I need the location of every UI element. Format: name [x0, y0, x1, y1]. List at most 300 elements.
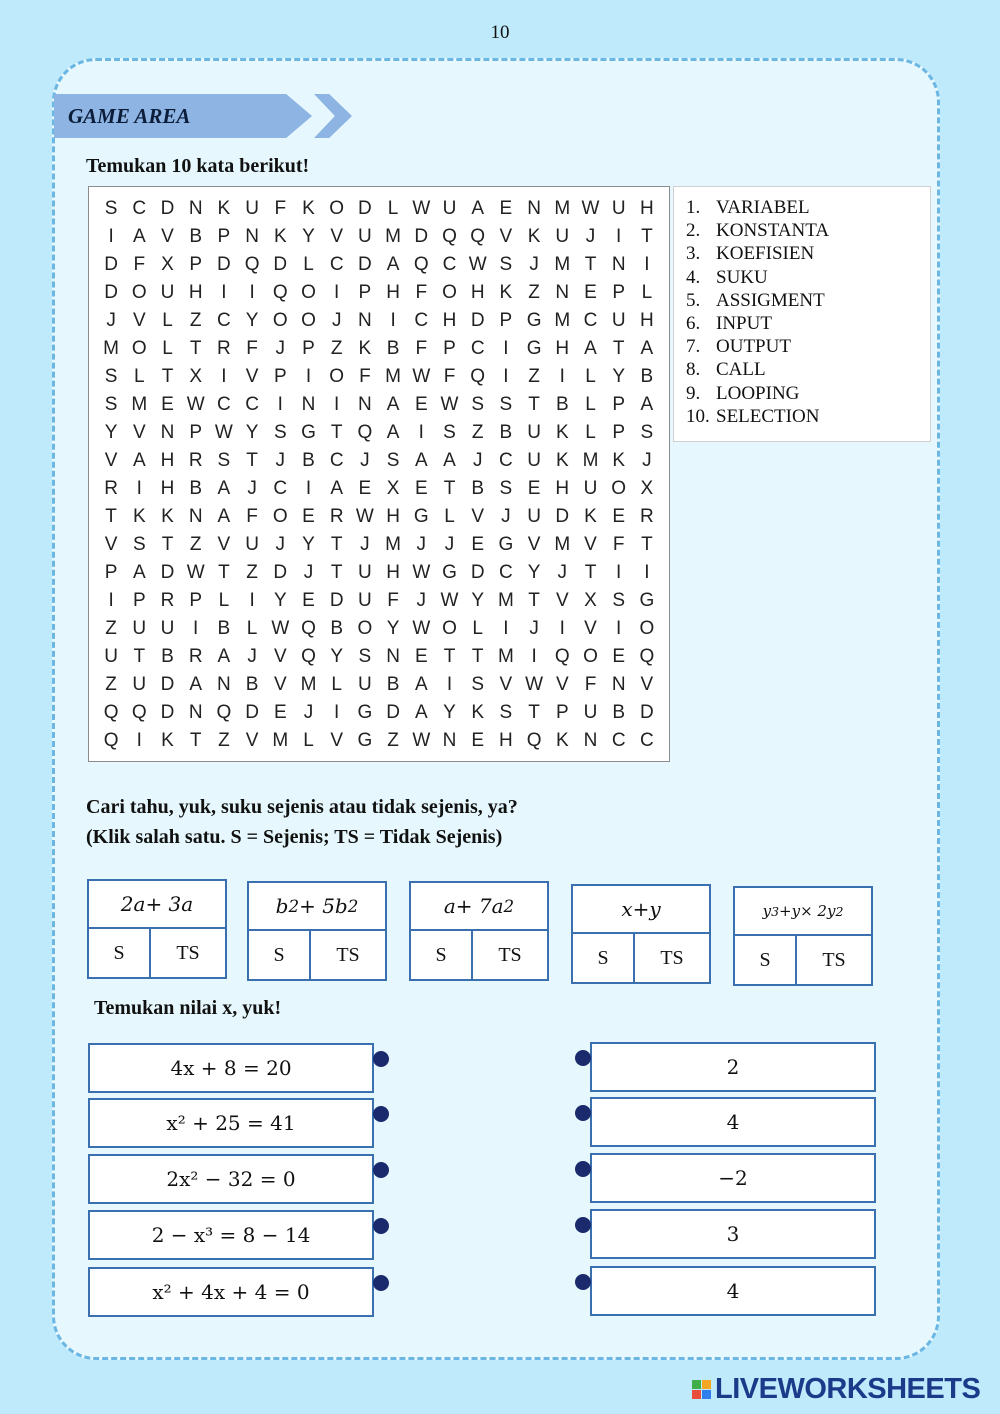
grid-letter[interactable]: X — [161, 254, 174, 275]
grid-letter[interactable]: V — [161, 226, 174, 247]
grid-letter[interactable]: Y — [443, 702, 456, 723]
grid-letter[interactable]: W — [525, 674, 544, 695]
grid-letter[interactable]: U — [358, 590, 372, 611]
grid-letter[interactable]: V — [217, 534, 231, 555]
grid-letter[interactable]: U — [160, 618, 175, 639]
grid-letter[interactable]: K — [217, 198, 231, 219]
tidak-sejenis-button[interactable]: TS — [822, 948, 846, 971]
grid-letter[interactable]: Q — [216, 702, 232, 723]
grid-letter[interactable]: C — [640, 730, 654, 751]
equation-box[interactable]: 4x + 8 = 20 — [88, 1043, 374, 1093]
tidak-sejenis-button[interactable]: TS — [498, 943, 522, 966]
grid-letter[interactable]: H — [160, 478, 175, 499]
grid-letter[interactable]: L — [134, 366, 145, 387]
equation-connector-dot[interactable] — [373, 1162, 389, 1178]
grid-letter[interactable]: W — [355, 506, 374, 527]
grid-letter[interactable]: L — [641, 282, 653, 303]
grid-letter[interactable]: W — [214, 422, 233, 443]
grid-letter[interactable]: Z — [528, 366, 540, 387]
grid-letter[interactable]: C — [499, 562, 513, 583]
grid-letter[interactable]: J — [444, 534, 455, 555]
grid-letter[interactable]: B — [555, 394, 569, 415]
grid-letter[interactable]: M — [554, 254, 571, 275]
grid-letter[interactable]: L — [387, 198, 399, 219]
grid-letter[interactable]: Y — [330, 646, 344, 667]
answer-box[interactable]: 4 — [590, 1097, 876, 1147]
grid-letter[interactable]: K — [358, 338, 372, 359]
wordsearch-grid[interactable] — [88, 186, 670, 762]
grid-letter[interactable]: N — [386, 646, 400, 667]
grid-letter[interactable]: J — [303, 562, 314, 583]
grid-letter[interactable]: J — [557, 562, 568, 583]
grid-letter[interactable]: T — [443, 646, 456, 667]
grid-letter[interactable]: J — [247, 478, 257, 499]
grid-letter[interactable]: Q — [470, 226, 486, 247]
grid-letter[interactable]: V — [499, 226, 513, 247]
grid-letter[interactable]: E — [471, 730, 485, 751]
grid-letter[interactable]: I — [644, 254, 650, 275]
grid-letter[interactable]: X — [189, 366, 203, 387]
grid-letter[interactable]: F — [246, 338, 258, 359]
grid-letter[interactable]: C — [470, 338, 485, 359]
grid-letter[interactable]: I — [334, 394, 340, 415]
grid-letter[interactable]: T — [528, 394, 540, 415]
grid-letter[interactable]: E — [471, 534, 485, 555]
grid-letter[interactable]: Q — [470, 366, 486, 387]
grid-letter[interactable]: I — [616, 226, 622, 247]
grid-letter[interactable]: J — [331, 310, 342, 331]
grid-letter[interactable]: Q — [301, 618, 316, 639]
grid-letter[interactable]: Z — [189, 310, 202, 331]
grid-letter[interactable]: Z — [471, 422, 484, 443]
grid-letter[interactable]: V — [499, 674, 513, 695]
grid-letter[interactable]: D — [358, 254, 372, 275]
grid-letter[interactable]: D — [470, 562, 485, 583]
grid-letter[interactable]: Z — [189, 534, 202, 555]
grid-letter[interactable]: V — [555, 590, 569, 611]
grid-letter[interactable]: V — [584, 618, 597, 639]
grid-letter[interactable]: I — [221, 282, 227, 303]
grid-letter[interactable]: P — [555, 702, 569, 723]
grid-letter[interactable]: C — [329, 254, 344, 275]
grid-letter[interactable]: D — [245, 702, 259, 723]
grid-letter[interactable]: L — [444, 506, 455, 527]
grid-letter[interactable]: S — [104, 394, 118, 415]
grid-letter[interactable]: E — [161, 394, 174, 415]
grid-letter[interactable]: N — [188, 702, 203, 723]
grid-letter[interactable]: R — [104, 478, 118, 499]
equation-box[interactable]: x² + 25 = 41 — [88, 1098, 374, 1148]
grid-letter[interactable]: M — [103, 338, 119, 359]
grid-letter[interactable]: M — [582, 450, 599, 471]
grid-letter[interactable]: I — [334, 702, 340, 723]
equation-connector-dot[interactable] — [373, 1106, 389, 1122]
grid-letter[interactable]: A — [217, 506, 231, 527]
grid-letter[interactable]: N — [188, 506, 203, 527]
grid-letter[interactable]: A — [386, 254, 400, 275]
grid-letter[interactable]: A — [414, 450, 428, 471]
sejenis-button[interactable]: S — [89, 929, 151, 977]
grid-letter[interactable]: L — [162, 310, 173, 331]
tidak-sejenis-button[interactable]: TS — [336, 943, 360, 966]
grid-letter[interactable]: W — [412, 618, 431, 639]
grid-letter[interactable]: U — [132, 618, 147, 639]
grid-letter[interactable]: C — [442, 254, 457, 275]
grid-letter[interactable]: T — [612, 338, 625, 359]
grid-letter[interactable]: F — [612, 534, 625, 555]
grid-letter[interactable]: A — [640, 338, 654, 359]
grid-letter[interactable]: A — [217, 646, 231, 667]
grid-letter[interactable]: K — [527, 226, 541, 247]
grid-letter[interactable]: E — [358, 478, 372, 499]
grid-letter[interactable]: O — [583, 646, 598, 667]
grid-letter[interactable]: Y — [273, 590, 287, 611]
equation-connector-dot[interactable] — [373, 1218, 389, 1234]
grid-letter[interactable]: E — [414, 478, 428, 499]
grid-letter[interactable]: A — [132, 226, 146, 247]
grid-letter[interactable]: E — [273, 702, 287, 723]
grid-letter[interactable]: D — [160, 198, 175, 219]
grid-letter[interactable]: I — [108, 226, 114, 247]
grid-letter[interactable]: N — [188, 198, 203, 219]
grid-letter[interactable]: Q — [357, 422, 373, 443]
grid-letter[interactable]: K — [555, 730, 569, 751]
grid-letter[interactable]: G — [526, 310, 542, 331]
grid-letter[interactable]: D — [160, 674, 175, 695]
grid-letter[interactable]: M — [554, 534, 571, 555]
grid-letter[interactable]: E — [527, 478, 541, 499]
grid-letter[interactable]: U — [245, 198, 259, 219]
grid-letter[interactable]: T — [528, 590, 540, 611]
grid-letter[interactable]: M — [497, 646, 514, 667]
grid-letter[interactable]: B — [161, 646, 174, 667]
grid-letter[interactable]: Y — [302, 226, 315, 247]
grid-letter[interactable]: U — [132, 674, 147, 695]
grid-letter[interactable]: Q — [639, 646, 655, 667]
sejenis-button[interactable]: S — [735, 936, 797, 984]
grid-letter[interactable]: W — [440, 394, 459, 415]
grid-letter[interactable]: I — [616, 618, 622, 639]
grid-letter[interactable]: T — [471, 646, 484, 667]
grid-letter[interactable]: T — [330, 534, 343, 555]
grid-letter[interactable]: P — [189, 422, 203, 443]
grid-letter[interactable]: W — [412, 562, 431, 583]
grid-letter[interactable]: P — [612, 282, 626, 303]
grid-letter[interactable]: N — [527, 198, 541, 219]
grid-letter[interactable]: F — [415, 282, 428, 303]
grid-letter[interactable]: T — [161, 366, 174, 387]
grid-letter[interactable]: D — [160, 562, 175, 583]
grid-letter[interactable]: J — [275, 338, 286, 359]
grid-letter[interactable]: L — [246, 618, 258, 639]
grid-letter[interactable]: D — [470, 310, 485, 331]
grid-letter[interactable]: I — [503, 366, 509, 387]
grid-letter[interactable]: M — [272, 730, 289, 751]
grid-letter[interactable]: O — [442, 282, 457, 303]
grid-letter[interactable]: Y — [302, 534, 315, 555]
grid-letter[interactable]: V — [527, 534, 541, 555]
grid-letter[interactable]: B — [386, 674, 400, 695]
tidak-sejenis-button[interactable]: TS — [176, 941, 200, 964]
grid-letter[interactable]: G — [442, 562, 457, 583]
grid-letter[interactable]: I — [446, 674, 453, 695]
grid-letter[interactable]: Q — [301, 646, 316, 667]
grid-letter[interactable]: W — [581, 198, 600, 219]
grid-letter[interactable]: B — [189, 478, 203, 499]
grid-letter[interactable]: V — [132, 422, 146, 443]
answer-box[interactable]: 4 — [590, 1266, 876, 1316]
grid-letter[interactable]: P — [302, 338, 315, 359]
grid-letter[interactable]: N — [160, 422, 175, 443]
grid-letter[interactable]: Y — [612, 366, 626, 387]
grid-letter[interactable]: D — [414, 226, 429, 247]
grid-letter[interactable]: S — [499, 254, 513, 275]
grid-letter[interactable]: I — [193, 618, 199, 639]
grid-letter[interactable]: I — [503, 618, 509, 639]
grid-letter[interactable]: K — [161, 506, 174, 527]
grid-letter[interactable]: I — [531, 646, 537, 667]
grid-letter[interactable]: I — [503, 338, 509, 359]
grid-letter[interactable]: V — [104, 534, 118, 555]
grid-letter[interactable]: J — [360, 450, 370, 471]
answer-box[interactable]: 2 — [590, 1042, 876, 1092]
grid-letter[interactable]: L — [585, 422, 596, 443]
grid-letter[interactable]: B — [189, 226, 203, 247]
grid-letter[interactable]: S — [443, 422, 456, 443]
grid-letter[interactable]: S — [104, 198, 118, 219]
grid-letter[interactable]: I — [305, 366, 312, 387]
grid-letter[interactable]: G — [498, 534, 514, 555]
grid-letter[interactable]: B — [471, 478, 485, 499]
grid-letter[interactable]: S — [471, 674, 485, 695]
grid-letter[interactable]: V — [104, 450, 118, 471]
grid-letter[interactable]: G — [357, 702, 373, 723]
grid-letter[interactable]: K — [499, 282, 513, 303]
grid-letter[interactable]: L — [218, 590, 230, 611]
grid-letter[interactable]: U — [245, 534, 259, 555]
grid-letter[interactable]: O — [357, 618, 373, 639]
grid-letter[interactable]: T — [641, 226, 653, 247]
grid-letter[interactable]: M — [385, 366, 401, 387]
grid-letter[interactable]: O — [329, 366, 345, 387]
grid-letter[interactable]: J — [360, 534, 370, 555]
grid-letter[interactable]: R — [188, 450, 203, 471]
grid-letter[interactable]: U — [358, 562, 372, 583]
grid-letter[interactable]: Q — [244, 254, 260, 275]
grid-letter[interactable]: E — [302, 590, 315, 611]
grid-letter[interactable]: T — [218, 562, 230, 583]
grid-letter[interactable]: O — [131, 338, 147, 359]
answer-connector-dot[interactable] — [575, 1217, 591, 1233]
grid-letter[interactable]: V — [245, 730, 259, 751]
grid-letter[interactable]: C — [414, 310, 429, 331]
grid-letter[interactable]: P — [132, 590, 146, 611]
grid-letter[interactable]: M — [554, 310, 571, 331]
grid-letter[interactable]: G — [639, 590, 655, 611]
grid-letter[interactable]: Y — [245, 310, 259, 331]
grid-letter[interactable]: D — [555, 506, 570, 527]
grid-letter[interactable]: Q — [554, 646, 570, 667]
grid-letter[interactable]: E — [414, 394, 428, 415]
equation-box[interactable]: 2 − x³ = 8 − 14 — [88, 1210, 374, 1260]
grid-letter[interactable]: F — [274, 198, 287, 219]
grid-letter[interactable]: G — [413, 506, 429, 527]
grid-letter[interactable]: N — [555, 282, 570, 303]
grid-letter[interactable]: R — [640, 506, 654, 527]
grid-letter[interactable]: C — [329, 450, 344, 471]
grid-letter[interactable]: P — [612, 422, 626, 443]
grid-letter[interactable]: C — [273, 478, 288, 499]
grid-letter[interactable]: B — [499, 422, 513, 443]
equation-box[interactable]: x² + 4x + 4 = 0 — [88, 1267, 374, 1317]
grid-letter[interactable]: U — [442, 198, 457, 219]
grid-letter[interactable]: C — [499, 450, 513, 471]
grid-letter[interactable]: H — [499, 730, 513, 751]
grid-letter[interactable]: U — [527, 506, 541, 527]
grid-letter[interactable]: O — [329, 198, 345, 219]
grid-letter[interactable]: V — [273, 674, 287, 695]
grid-letter[interactable]: S — [640, 422, 654, 443]
grid-letter[interactable]: F — [415, 338, 428, 359]
grid-letter[interactable]: H — [386, 562, 400, 583]
grid-letter[interactable]: T — [584, 254, 597, 275]
grid-letter[interactable]: Q — [131, 702, 147, 723]
grid-letter[interactable]: H — [442, 310, 457, 331]
grid-letter[interactable]: I — [249, 282, 255, 303]
grid-letter[interactable]: W — [440, 590, 459, 611]
grid-letter[interactable]: J — [416, 534, 427, 555]
grid-letter[interactable]: L — [162, 338, 173, 359]
grid-letter[interactable]: V — [471, 506, 485, 527]
grid-letter[interactable]: C — [217, 394, 231, 415]
grid-letter[interactable]: R — [188, 646, 203, 667]
grid-letter[interactable]: S — [612, 590, 626, 611]
grid-letter[interactable]: J — [472, 450, 483, 471]
grid-letter[interactable]: P — [189, 590, 203, 611]
sejenis-button[interactable]: S — [411, 931, 473, 979]
grid-letter[interactable]: B — [217, 618, 231, 639]
grid-letter[interactable]: P — [273, 366, 287, 387]
grid-letter[interactable]: C — [611, 730, 626, 751]
grid-letter[interactable]: M — [554, 198, 571, 219]
grid-letter[interactable]: H — [555, 338, 570, 359]
grid-letter[interactable]: O — [131, 282, 147, 303]
grid-letter[interactable]: J — [585, 226, 596, 247]
grid-letter[interactable]: I — [136, 478, 142, 499]
grid-letter[interactable]: O — [272, 506, 288, 527]
grid-letter[interactable]: F — [443, 366, 456, 387]
grid-letter[interactable]: C — [245, 394, 259, 415]
grid-letter[interactable]: Z — [105, 618, 117, 639]
grid-letter[interactable]: O — [442, 618, 457, 639]
grid-letter[interactable]: E — [612, 646, 626, 667]
grid-letter[interactable]: M — [385, 226, 401, 247]
grid-letter[interactable]: L — [585, 394, 596, 415]
grid-letter[interactable]: K — [584, 506, 597, 527]
grid-letter[interactable]: A — [189, 674, 203, 695]
grid-letter[interactable]: N — [611, 254, 626, 275]
grid-letter[interactable]: F — [133, 254, 146, 275]
grid-letter[interactable]: S — [499, 394, 513, 415]
grid-letter[interactable]: W — [412, 198, 431, 219]
grid-letter[interactable]: W — [186, 394, 205, 415]
equation-connector-dot[interactable] — [373, 1275, 389, 1291]
grid-letter[interactable]: K — [612, 450, 626, 471]
grid-letter[interactable]: D — [386, 702, 400, 723]
grid-letter[interactable]: I — [221, 366, 227, 387]
grid-letter[interactable]: M — [131, 394, 148, 415]
grid-letter[interactable]: O — [301, 310, 316, 331]
grid-letter[interactable]: I — [559, 618, 565, 639]
grid-letter[interactable]: Z — [246, 562, 258, 583]
grid-letter[interactable]: I — [390, 310, 396, 331]
grid-letter[interactable]: M — [385, 534, 401, 555]
grid-letter[interactable]: G — [301, 422, 316, 443]
grid-letter[interactable]: L — [472, 618, 483, 639]
grid-letter[interactable]: B — [640, 366, 654, 387]
grid-letter[interactable]: T — [133, 646, 146, 667]
grid-letter[interactable]: I — [559, 366, 565, 387]
grid-letter[interactable]: F — [387, 590, 399, 611]
grid-letter[interactable]: M — [497, 590, 514, 611]
grid-letter[interactable]: I — [334, 282, 340, 303]
grid-letter[interactable]: X — [640, 478, 654, 499]
grid-letter[interactable]: W — [468, 254, 487, 275]
grid-letter[interactable]: M — [300, 674, 317, 695]
grid-letter[interactable]: K — [555, 450, 569, 471]
grid-letter[interactable]: I — [136, 730, 142, 751]
grid-letter[interactable]: V — [132, 310, 146, 331]
grid-letter[interactable]: F — [359, 366, 371, 387]
grid-letter[interactable]: K — [161, 730, 174, 751]
grid-letter[interactable]: W — [412, 366, 431, 387]
grid-letter[interactable]: U — [583, 702, 598, 723]
grid-letter[interactable]: A — [132, 450, 146, 471]
grid-letter[interactable]: B — [245, 674, 259, 695]
grid-letter[interactable]: E — [302, 506, 315, 527]
grid-letter[interactable]: U — [160, 282, 175, 303]
answer-connector-dot[interactable] — [575, 1274, 591, 1290]
grid-letter[interactable]: O — [611, 478, 627, 499]
grid-letter[interactable]: J — [247, 646, 257, 667]
grid-letter[interactable]: A — [584, 338, 597, 359]
grid-letter[interactable]: J — [275, 534, 286, 555]
grid-letter[interactable]: S — [499, 702, 513, 723]
grid-letter[interactable]: V — [584, 534, 597, 555]
grid-letter[interactable]: Z — [105, 674, 117, 695]
grid-letter[interactable]: H — [386, 282, 400, 303]
grid-letter[interactable]: U — [555, 226, 570, 247]
grid-letter[interactable]: N — [358, 310, 372, 331]
grid-letter[interactable]: A — [640, 394, 654, 415]
grid-letter[interactable]: Q — [442, 226, 457, 247]
grid-letter[interactable]: I — [644, 562, 650, 583]
grid-letter[interactable]: V — [273, 646, 287, 667]
answer-connector-dot[interactable] — [575, 1050, 591, 1066]
grid-letter[interactable]: K — [273, 226, 287, 247]
grid-letter[interactable]: P — [189, 254, 203, 275]
grid-letter[interactable]: S — [386, 450, 400, 471]
grid-letter[interactable]: T — [584, 562, 597, 583]
grid-letter[interactable]: D — [217, 254, 231, 275]
grid-letter[interactable]: V — [640, 674, 654, 695]
grid-letter[interactable]: Q — [413, 254, 429, 275]
grid-letter[interactable]: Q — [272, 282, 288, 303]
grid-letter[interactable]: Z — [528, 282, 540, 303]
grid-letter[interactable]: A — [132, 562, 146, 583]
grid-letter[interactable]: D — [104, 282, 118, 303]
grid-letter[interactable]: J — [303, 702, 314, 723]
